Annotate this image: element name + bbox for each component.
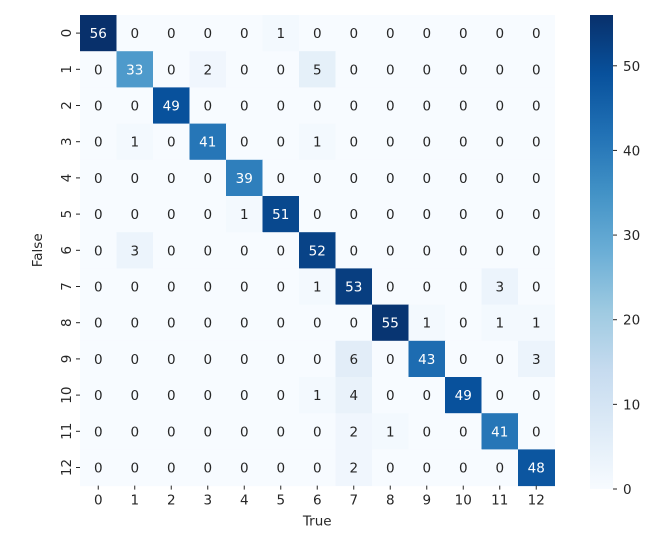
heatmap-cell-label: 0	[130, 388, 140, 405]
heatmap-cell-label: 0	[166, 243, 176, 260]
heatmap-cell-label: 39	[235, 170, 253, 187]
heatmap-cell-label: 1	[312, 388, 322, 405]
heatmap-cell-label: 0	[385, 134, 395, 151]
heatmap-cell-label: 0	[203, 170, 213, 187]
heatmap-cell-label: 0	[312, 170, 322, 187]
heatmap-cell-label: 0	[458, 315, 468, 332]
x-axis-label: True	[302, 513, 332, 530]
heatmap-cell-label: 53	[345, 279, 363, 296]
heatmap-cell-label: 0	[495, 98, 505, 115]
heatmap-cell-label: 0	[495, 351, 505, 368]
heatmap-cell-label: 0	[531, 98, 541, 115]
heatmap-cell-label: 0	[385, 26, 395, 43]
heatmap-cell-label: 1	[276, 26, 286, 43]
heatmap-cell-label: 0	[312, 424, 322, 441]
heatmap-cell-label: 0	[531, 62, 541, 79]
heatmap-cell-label: 0	[385, 207, 395, 224]
heatmap-cell-label: 0	[349, 98, 359, 115]
heatmap-cell-label: 2	[349, 460, 359, 477]
x-tick-label: 11	[491, 492, 509, 509]
heatmap-cell-label: 5	[312, 62, 322, 79]
heatmap-cell-label: 0	[130, 279, 140, 296]
heatmap-cell-label: 0	[166, 460, 176, 477]
heatmap-cell-label: 0	[166, 351, 176, 368]
heatmap-cell-label: 41	[199, 134, 217, 151]
heatmap-cell-label: 49	[454, 388, 472, 405]
heatmap-cell-label: 0	[458, 243, 468, 260]
heatmap-cell-label: 0	[422, 424, 432, 441]
heatmap-cell-label: 56	[89, 26, 107, 43]
heatmap-cell-label: 0	[276, 62, 286, 79]
heatmap-cell-label: 0	[349, 170, 359, 187]
heatmap-cell-label: 0	[276, 424, 286, 441]
heatmap-cell-label: 0	[130, 26, 140, 43]
heatmap-cell-label: 0	[276, 315, 286, 332]
heatmap-cell-label: 0	[312, 98, 322, 115]
y-tick-label: 1	[59, 65, 75, 74]
heatmap-cell-label: 0	[495, 170, 505, 187]
heatmap-cell-label: 0	[458, 207, 468, 224]
heatmap-cell-label: 0	[422, 279, 432, 296]
heatmap-cell-label: 3	[130, 243, 140, 260]
heatmap-cell-label: 41	[491, 424, 509, 441]
heatmap-cell-label: 0	[385, 62, 395, 79]
x-tick-label: 4	[239, 492, 249, 509]
heatmap-cell-label: 0	[458, 134, 468, 151]
x-tick-label: 10	[454, 492, 472, 509]
heatmap-cell-label: 0	[385, 460, 395, 477]
colorbar-tick-label: 10	[623, 397, 641, 414]
heatmap-cell-label: 0	[166, 170, 176, 187]
heatmap-cell-label: 0	[276, 279, 286, 296]
heatmap-cell-label: 1	[130, 134, 140, 151]
x-axis-ticks	[94, 486, 545, 509]
y-tick-label: 9	[59, 354, 75, 364]
heatmap-cell-label: 0	[203, 388, 213, 405]
heatmap-cell-label: 52	[308, 243, 326, 260]
heatmap-cell-label: 0	[166, 207, 176, 224]
x-tick-label: 8	[385, 492, 395, 509]
heatmap-cell-label: 0	[312, 315, 322, 332]
heatmap-cell-label: 0	[93, 207, 103, 224]
heatmap-cell-label: 0	[93, 351, 103, 368]
y-tick-label: 6	[59, 246, 75, 255]
heatmap-cell-label: 0	[312, 26, 322, 43]
heatmap-cell-label: 51	[272, 207, 290, 224]
y-tick-label: 10	[59, 386, 75, 404]
x-tick-label: 0	[93, 492, 103, 509]
heatmap-cell-label: 0	[239, 351, 249, 368]
heatmap-cell-label: 0	[203, 207, 213, 224]
heatmap-cell-label: 2	[349, 424, 359, 441]
heatmap-cell-label: 0	[130, 207, 140, 224]
colorbar-tick-label: 0	[623, 482, 632, 498]
heatmap-cell-label: 0	[203, 26, 213, 43]
heatmap-cell-label: 0	[349, 26, 359, 43]
y-tick-label: 4	[59, 173, 75, 183]
heatmap-cell-label: 0	[422, 26, 432, 43]
heatmap-cell-label: 3	[495, 279, 505, 296]
heatmap-cell-label: 0	[239, 62, 249, 79]
heatmap-cell-label: 0	[93, 243, 103, 260]
heatmap-cell-label: 0	[203, 460, 213, 477]
heatmap-cell-label: 0	[93, 388, 103, 405]
heatmap-cell-label: 3	[531, 351, 541, 368]
heatmap-cell-label: 0	[422, 207, 432, 224]
y-tick-label: 12	[59, 458, 75, 477]
heatmap-cell-label: 0	[130, 460, 140, 477]
heatmap-cell-label: 0	[312, 460, 322, 477]
heatmap-cell-label: 0	[495, 207, 505, 224]
heatmap-cell-label: 0	[495, 62, 505, 79]
x-tick-label: 2	[166, 492, 176, 509]
heatmap-cell-label: 0	[531, 388, 541, 405]
heatmap-cell-label: 0	[385, 279, 395, 296]
heatmap-cell-label: 0	[422, 388, 432, 405]
heatmap-cell-label: 0	[276, 98, 286, 115]
heatmap-cell-label: 0	[422, 98, 432, 115]
heatmap-cell-label: 0	[531, 279, 541, 296]
x-tick-label: 1	[130, 492, 140, 509]
heatmap-cell-label: 0	[203, 279, 213, 296]
heatmap-cell-label: 0	[166, 315, 176, 332]
heatmap-cell-label: 1	[312, 134, 322, 151]
heatmap-cell-label: 0	[458, 26, 468, 43]
heatmap-cell-label: 0	[276, 460, 286, 477]
heatmap-cell-label: 0	[130, 315, 140, 332]
y-tick-label: 5	[59, 209, 75, 219]
heatmap-cell-label: 43	[418, 351, 436, 368]
heatmap-cell-label: 0	[93, 279, 103, 296]
heatmap-cell-label: 0	[203, 243, 213, 260]
x-tick-label: 7	[349, 492, 359, 509]
heatmap-cell-label: 0	[495, 460, 505, 477]
heatmap-cell-label: 0	[458, 351, 468, 368]
heatmap-cell-label: 0	[422, 243, 432, 260]
y-tick-label: 7	[59, 282, 75, 291]
heatmap-cell-label: 1	[312, 279, 322, 296]
heatmap-cell-label: 0	[422, 62, 432, 79]
heatmap-cell-label: 0	[239, 279, 249, 296]
x-tick-label: 5	[276, 492, 286, 509]
heatmap-cell-label: 0	[349, 243, 359, 260]
heatmap-cell-label: 0	[203, 351, 213, 368]
heatmap-cell-label: 0	[458, 98, 468, 115]
heatmap-cell-label: 0	[166, 26, 176, 43]
heatmap-cell-label: 0	[239, 134, 249, 151]
heatmap-cell-label: 0	[276, 243, 286, 260]
heatmap-cell-label: 0	[239, 26, 249, 43]
heatmap-cell-label: 0	[312, 351, 322, 368]
colorbar-tick-label: 20	[623, 312, 641, 329]
heatmap-cell-label: 1	[239, 207, 249, 224]
heatmap-cell-label: 0	[349, 134, 359, 151]
heatmap-cell-label: 0	[276, 170, 286, 187]
heatmap-cell-label: 0	[531, 207, 541, 224]
heatmap-cell-label: 55	[381, 315, 399, 332]
heatmap-cell-label: 1	[531, 315, 541, 332]
heatmap-cell-label: 0	[130, 170, 140, 187]
heatmap-cell-label: 0	[458, 170, 468, 187]
colorbar	[590, 15, 613, 489]
heatmap-cell-label: 0	[495, 388, 505, 405]
heatmap-cell-label: 0	[93, 98, 103, 115]
heatmap-cell-label: 0	[422, 170, 432, 187]
x-tick-label: 12	[527, 492, 545, 509]
heatmap-cell-label: 0	[349, 207, 359, 224]
heatmap-cell-label: 0	[166, 279, 176, 296]
heatmap-cell-label: 0	[239, 424, 249, 441]
heatmap-cell-label: 0	[239, 243, 249, 260]
heatmap-cell-label: 0	[93, 315, 103, 332]
heatmap-cell-label: 0	[531, 424, 541, 441]
heatmap-cell-label: 0	[130, 98, 140, 115]
heatmap-cell-label: 0	[276, 388, 286, 405]
heatmap-cell-label: 0	[385, 170, 395, 187]
x-tick-label: 3	[203, 492, 213, 509]
y-axis-ticks	[59, 29, 80, 476]
heatmap-cell-label: 0	[166, 388, 176, 405]
heatmap-cell-label: 0	[385, 243, 395, 260]
heatmap-cell-label: 1	[495, 315, 505, 332]
heatmap-cell-label: 0	[130, 424, 140, 441]
heatmap-cell-label: 0	[239, 460, 249, 477]
heatmap-cell-label: 0	[385, 388, 395, 405]
heatmap-cell-label: 0	[276, 351, 286, 368]
heatmap-cell-label: 0	[385, 98, 395, 115]
heatmap-cell-label: 0	[495, 134, 505, 151]
heatmap-cell-label: 0	[495, 26, 505, 43]
x-tick-label: 6	[312, 492, 322, 509]
colorbar-tick-label: 30	[623, 228, 641, 245]
heatmap-cell-label: 0	[166, 62, 176, 79]
heatmap-cell-label: 0	[312, 207, 322, 224]
y-axis-label: False	[30, 233, 46, 268]
heatmap-cell-label: 0	[203, 98, 213, 115]
heatmap-cell-label: 0	[130, 351, 140, 368]
heatmap-cell-label: 0	[495, 243, 505, 260]
colorbar-ticks	[613, 59, 640, 498]
heatmap-cell-label: 0	[93, 460, 103, 477]
heatmap-cell-label: 0	[458, 279, 468, 296]
heatmap-cell-label: 0	[239, 315, 249, 332]
colorbar-tick-label: 40	[623, 143, 641, 160]
heatmap-cell-label: 0	[385, 351, 395, 368]
heatmap-cell-label: 0	[531, 134, 541, 151]
heatmap-cell-label: 0	[166, 134, 176, 151]
heatmap-cell-label: 0	[349, 315, 359, 332]
heatmap-cell-label: 0	[349, 62, 359, 79]
heatmap-cell-label: 0	[531, 243, 541, 260]
colorbar-tick-label: 50	[623, 58, 641, 75]
heatmap-cell-label: 0	[422, 134, 432, 151]
heatmap-cell-label: 33	[126, 62, 144, 79]
y-tick-label: 3	[59, 137, 75, 146]
y-tick-label: 8	[59, 318, 75, 327]
heatmap-cell-label: 0	[531, 170, 541, 187]
heatmap-cell-label: 1	[422, 315, 432, 332]
heatmap-cell-label: 48	[527, 460, 545, 477]
y-tick-label: 2	[59, 101, 75, 110]
heatmap-cell-label: 0	[93, 424, 103, 441]
heatmap-cell-label: 0	[239, 98, 249, 115]
heatmap-cell-label: 0	[203, 315, 213, 332]
heatmap-cell-label: 0	[93, 62, 103, 79]
heatmap-cell-label: 2	[203, 62, 213, 79]
heatmap-cell-label: 0	[93, 170, 103, 187]
heatmap-cell-label: 0	[458, 460, 468, 477]
y-tick-label: 0	[59, 28, 75, 38]
heatmap-cell-label: 0	[458, 62, 468, 79]
heatmap-cell-label: 0	[458, 424, 468, 441]
heatmap-cell-label: 1	[385, 424, 395, 441]
heatmap-cell-label: 0	[93, 134, 103, 151]
heatmap-cell-label: 0	[422, 460, 432, 477]
heatmap-cell-label: 49	[162, 98, 180, 115]
heatmap-cell-label: 6	[349, 351, 359, 368]
heatmap-cell-label: 4	[349, 388, 359, 405]
y-tick-label: 11	[59, 422, 75, 440]
heatmap-cell-label: 0	[531, 26, 541, 43]
x-tick-label: 9	[422, 492, 432, 509]
heatmap-cell-label: 0	[166, 424, 176, 441]
heatmap-cell-label: 0	[203, 424, 213, 441]
heatmap-cell-label: 0	[239, 388, 249, 405]
heatmap-cell-label: 0	[276, 134, 286, 151]
